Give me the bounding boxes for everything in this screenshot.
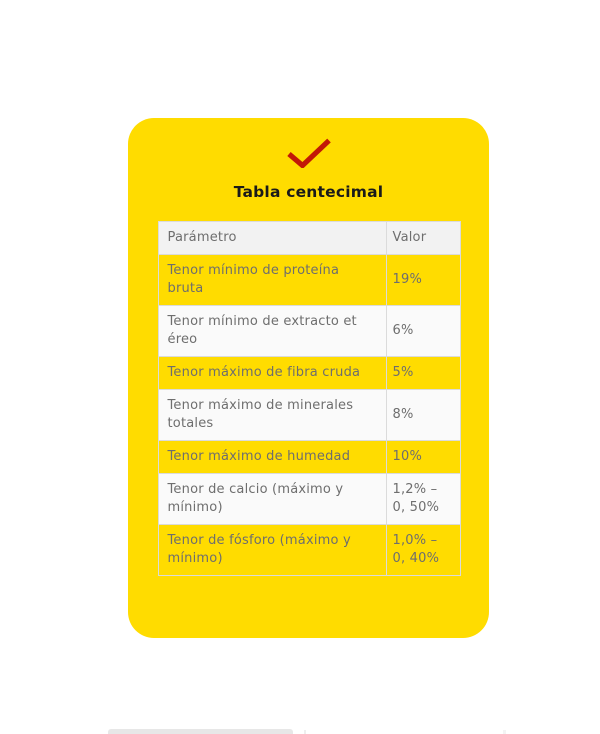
partial-next-element-tick-right xyxy=(503,730,506,734)
checkmark-icon xyxy=(286,138,332,168)
param-cell: Tenor máximo de fibra cruda xyxy=(158,357,386,390)
column-header-valor: Valor xyxy=(386,222,460,255)
table-wrapper xyxy=(158,221,460,576)
value-cell: 1,2% – 0, 50% xyxy=(386,474,460,525)
table-header-row xyxy=(158,222,460,255)
value-cell: 19% xyxy=(386,255,460,306)
table-row xyxy=(158,357,460,390)
param-cell: Tenor mínimo de proteína bruta xyxy=(158,255,386,306)
value-cell: 10% xyxy=(386,441,460,474)
value-cell: 5% xyxy=(386,357,460,390)
yellow-card xyxy=(128,118,489,638)
column-header-parametro: Parámetro xyxy=(158,222,386,255)
table-row xyxy=(158,474,460,525)
table-row xyxy=(158,441,460,474)
param-cell: Tenor máximo de minerales totales xyxy=(158,390,386,441)
centesimal-table xyxy=(158,221,461,576)
param-cell: Tenor máximo de humedad xyxy=(158,441,386,474)
param-cell: Tenor mínimo de extracto et éreo xyxy=(158,306,386,357)
table-body xyxy=(158,255,460,576)
partial-next-element-tick xyxy=(304,730,306,734)
value-cell: 6% xyxy=(386,306,460,357)
value-cell: 1,0% – 0, 40% xyxy=(386,525,460,576)
table-row xyxy=(158,306,460,357)
card-title: Tabla centecimal xyxy=(233,183,384,201)
param-cell: Tenor de fósforo (máximo y mínimo) xyxy=(158,525,386,576)
table-row xyxy=(158,525,460,576)
value-cell: 8% xyxy=(386,390,460,441)
table-row xyxy=(158,255,460,306)
table-row xyxy=(158,390,460,441)
param-cell: Tenor de calcio (máximo y mínimo) xyxy=(158,474,386,525)
partial-next-element-edge xyxy=(108,729,293,734)
